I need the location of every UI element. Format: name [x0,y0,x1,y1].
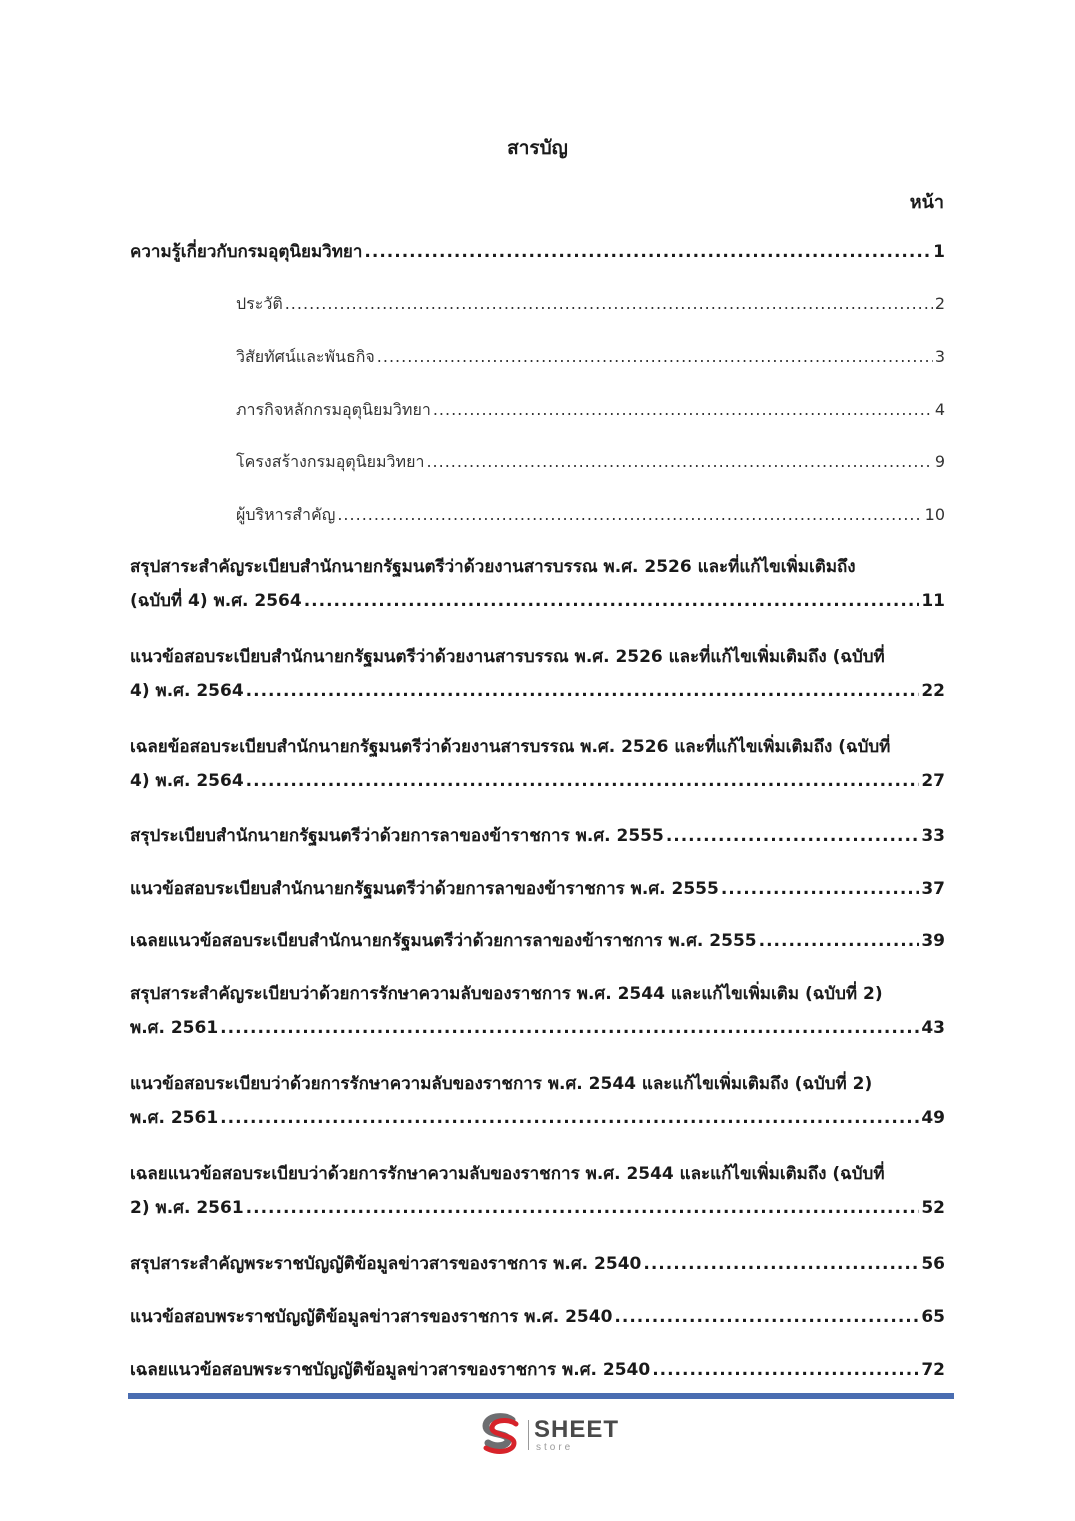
toc-entry-title: เฉลยแนวข้อสอบพระราชบัญญัติข้อมูลข่าวสารของราชการ พ.ศ. 2540 [130,1360,651,1380]
toc-page-number: 22 [921,681,945,701]
toc-entry-title: สรุประเบียบสำนักนายกรัฐมนตรีว่าด้วยการลาของข้าราชการ พ.ศ. 2555 [130,826,664,846]
toc-entry-title: ผู้บริหารสำคัญ [236,505,336,524]
toc-page-number: 9 [934,452,945,471]
logo-divider [528,1420,529,1450]
toc-entry[interactable] [130,1072,945,1130]
logo-wordmark: SHEET [534,1416,620,1443]
toc-entry-title: ภารกิจหลักกรมอุตุนิยมวิทยา [236,400,431,419]
toc-page-number: 1 [933,242,945,262]
toc-entry[interactable] [130,929,945,953]
dot-leader [246,679,920,703]
toc-entry-title: แนวข้อสอบระเบียบว่าด้วยการรักษาความลับของราชการ พ.ศ. 2544 และแก้ไขเพิ่มเติมถึง (ฉบับที่ 2) [130,1074,873,1094]
toc-page-number: 39 [921,931,945,951]
dot-leader [377,345,933,369]
dot-leader [285,292,933,316]
toc-entry[interactable] [130,877,945,901]
toc-entry[interactable] [130,645,945,703]
toc-entry[interactable] [130,555,945,613]
toc-subentry[interactable] [236,398,945,422]
toc-page-number: 2 [934,294,945,313]
toc-entry-title-continued: (ฉบับที่ 4) พ.ศ. 2564 [130,591,302,611]
toc-entry-title: สรุปสาระสำคัญระเบียบว่าด้วยการรักษาความลับของราชการ พ.ศ. 2544 และแก้ไขเพิ่มเติม (ฉบับที่ 2) [130,984,883,1004]
dot-leader [759,929,920,953]
dot-leader [652,1358,919,1382]
logo-subtitle: store [536,1442,574,1453]
dot-leader [426,450,932,474]
dot-leader [304,589,920,613]
toc-entry[interactable] [130,824,945,848]
toc-entry[interactable] [130,982,945,1040]
toc-entry-title-continued: พ.ศ. 2561 [130,1018,219,1038]
dot-leader [220,1106,919,1130]
footer-rule [128,1393,954,1399]
toc-page-number: 33 [921,826,945,846]
dot-leader [246,769,920,793]
toc-entry-title: วิสัยทัศน์และพันธกิจ [236,347,375,366]
toc-entry-title: แนวข้อสอบระเบียบสำนักนายกรัฐมนตรีว่าด้วยงานสารบรรณ พ.ศ. 2526 และที่แก้ไขเพิ่มเติมถึง (ฉบับที่ [130,647,885,667]
toc-subentry[interactable] [236,345,945,369]
toc-subentry[interactable] [236,503,945,527]
toc-page-number: 43 [921,1018,945,1038]
toc-entry[interactable] [130,1252,945,1276]
toc-entry-title: ประวัติ [236,294,283,313]
toc-page-number: 56 [921,1254,945,1274]
toc-page-number: 11 [921,591,945,611]
toc-page-number: 52 [921,1198,945,1218]
page-column-label: หน้า [909,192,944,213]
toc-entry-title: โครงสร้างกรมอุตุนิยมวิทยา [236,452,425,471]
dot-leader [433,398,933,422]
toc-entry-title: แนวข้อสอบพระราชบัญญัติข้อมูลข่าวสารของราชการ พ.ศ. 2540 [130,1307,613,1327]
dot-leader [246,1196,920,1220]
dot-leader [337,503,922,527]
toc-page-number: 10 [924,505,945,524]
sheet-store-mark-icon [478,1412,524,1458]
dot-leader [666,824,920,848]
toc-entry[interactable] [130,240,945,264]
toc-entry-title-continued: 4) พ.ศ. 2564 [130,681,244,701]
sheet-store-logo [478,1412,628,1458]
toc-entry-title: เฉลยข้อสอบระเบียบสำนักนายกรัฐมนตรีว่าด้วยงานสารบรรณ พ.ศ. 2526 และที่แก้ไขเพิ่มเติมถึง (ฉบับที่ [130,737,891,757]
toc-entry-title: สรุปสาระสำคัญระเบียบสำนักนายกรัฐมนตรีว่าด้วยงานสารบรรณ พ.ศ. 2526 และที่แก้ไขเพิ่มเติมถึง [130,557,856,577]
dot-leader [220,1016,919,1040]
toc-entry-title: ความรู้เกี่ยวกับกรมอุตุนิยมวิทยา [130,242,363,262]
toc-page-number: 72 [921,1360,945,1380]
toc-entry-title: แนวข้อสอบระเบียบสำนักนายกรัฐมนตรีว่าด้วยการลาของข้าราชการ พ.ศ. 2555 [130,879,719,899]
toc-entry-title: เฉลยแนวข้อสอบระเบียบสำนักนายกรัฐมนตรีว่าด้วยการลาของข้าราชการ พ.ศ. 2555 [130,931,757,951]
toc-entry[interactable] [130,1358,945,1382]
toc-page-number: 49 [921,1108,945,1128]
dot-leader [614,1305,919,1329]
toc-entry[interactable] [130,735,945,793]
toc-entry[interactable] [130,1305,945,1329]
toc-subentry[interactable] [236,292,945,316]
dot-leader [643,1252,919,1276]
toc-page-number: 65 [921,1307,945,1327]
toc-page-number: 4 [934,400,945,419]
toc-page-number: 3 [934,347,945,366]
dot-leader [721,877,919,901]
toc-entry[interactable] [130,1162,945,1220]
toc-entry-title-continued: พ.ศ. 2561 [130,1108,219,1128]
toc-page-number: 27 [921,771,945,791]
toc-entry-title-continued: 2) พ.ศ. 2561 [130,1198,244,1218]
toc-entry-title: เฉลยแนวข้อสอบระเบียบว่าด้วยการรักษาความลับของราชการ พ.ศ. 2544 และแก้ไขเพิ่มเติมถึง (ฉบับที่ [130,1164,885,1184]
page-title: สารบัญ [507,137,568,159]
toc-page-number: 37 [921,879,945,899]
toc-entry-title-continued: 4) พ.ศ. 2564 [130,771,244,791]
toc-entry-title: สรุปสาระสำคัญพระราชบัญญัติข้อมูลข่าวสารของราชการ พ.ศ. 2540 [130,1254,642,1274]
toc-subentry[interactable] [236,450,945,474]
dot-leader [364,240,931,264]
